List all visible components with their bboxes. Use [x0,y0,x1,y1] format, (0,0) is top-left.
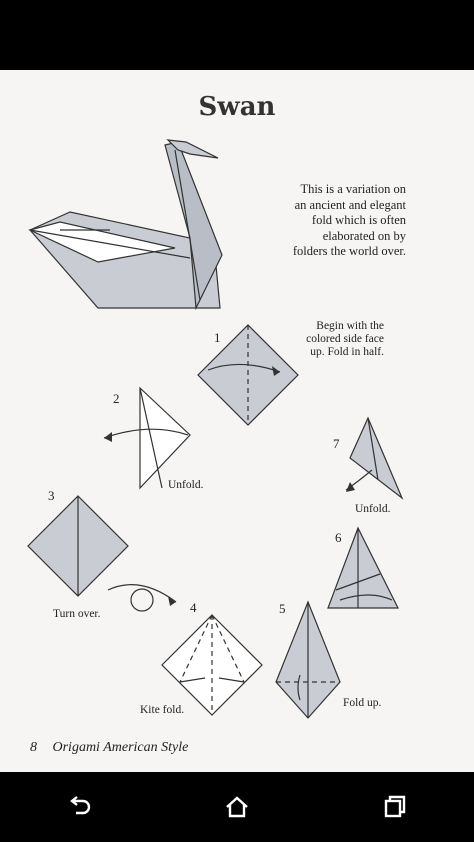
document-page [0,70,474,772]
step-7-diagram [346,418,402,498]
step-1-number: 1 [214,330,221,345]
page-number: 8 [30,740,37,755]
step-4-number: 4 [190,600,197,615]
step-5-caption: Fold up. [343,697,382,709]
step-1-caption: Begin with the colored side face up. Fold in half. [306,320,384,358]
step-3-diagram [28,496,176,611]
book-title: Origami American Style [52,740,189,755]
home-button[interactable] [207,777,267,837]
folding-diagrams [0,70,474,772]
page-footer [30,740,188,756]
home-icon [222,792,252,822]
back-button[interactable] [49,777,109,837]
step-5-diagram [276,602,340,718]
step-4-diagram [162,615,262,715]
intro-paragraph: This is a variation on an ancient and elegant fold which is often elaborated on by folders the world over. [292,182,406,258]
back-icon [64,792,94,822]
step-2-number: 2 [113,391,120,406]
step-3-number: 3 [48,488,55,503]
step-3-caption: Turn over. [53,608,101,620]
step-7-number: 7 [333,436,340,451]
page-title: Swan [198,92,276,122]
step-4-caption: Kite fold. [140,704,185,716]
step-5-number: 5 [279,601,286,616]
recent-apps-button[interactable] [365,777,425,837]
recent-apps-icon [380,792,410,822]
step-6-number: 6 [335,530,342,545]
step-7-caption: Unfold. [355,503,391,515]
step-2-caption: Unfold. [168,479,204,491]
swan-illustration [30,140,222,308]
navigation-bar [0,772,474,842]
